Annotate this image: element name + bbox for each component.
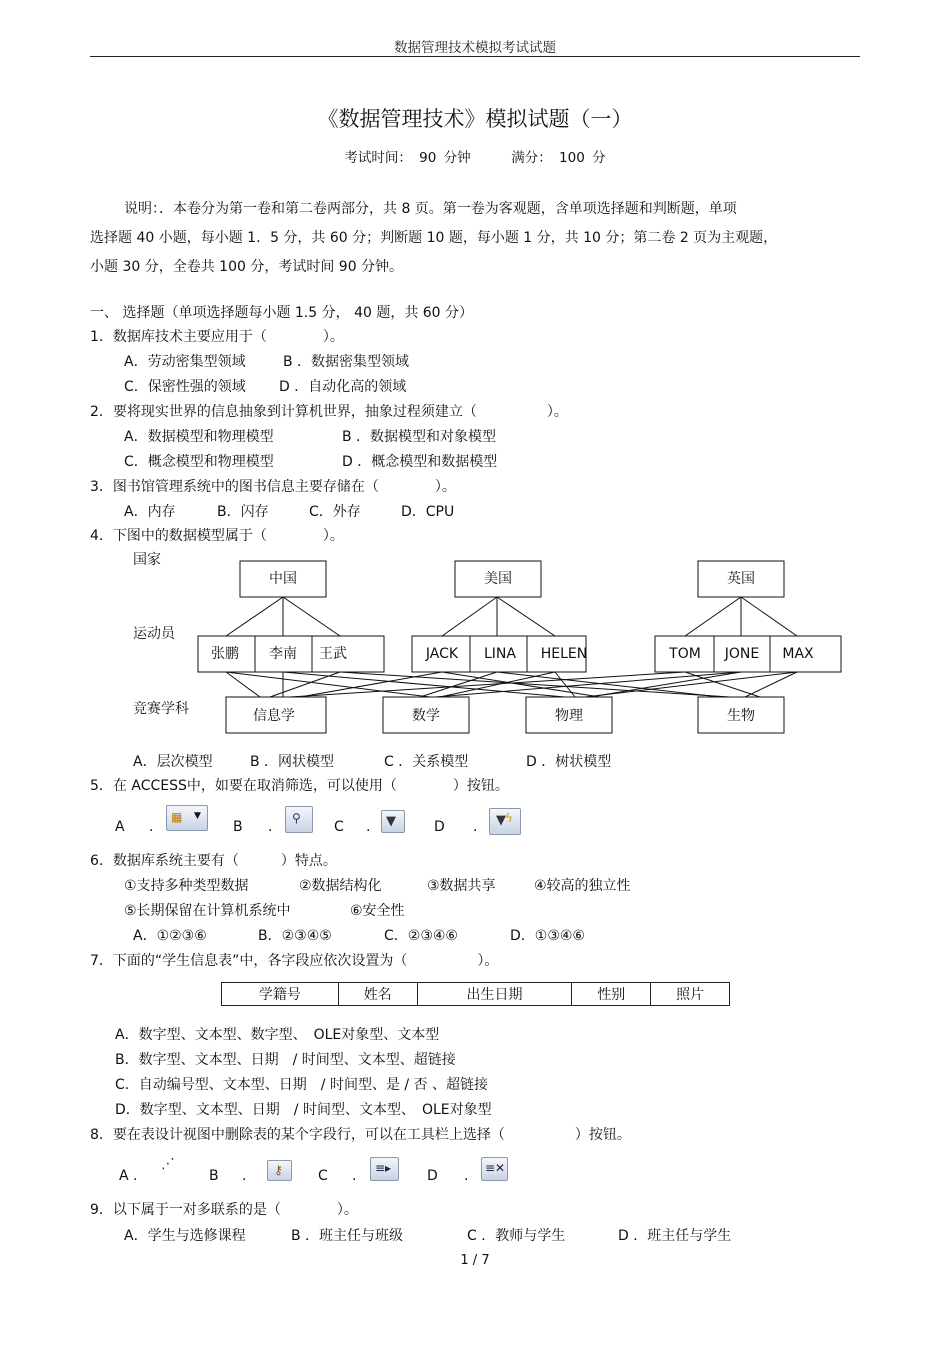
q7-option-b: B．数字型、文本型、日期 / 时间型、文本型、超链接: [115, 1052, 456, 1068]
q3-option-b: B．闪存: [217, 504, 269, 520]
find-icon: ⚲: [285, 806, 313, 833]
option-dot: .: [268, 819, 273, 835]
athlete-node: 李南: [269, 646, 297, 662]
country-node: 中国: [269, 571, 297, 587]
athlete-node: 王武: [319, 646, 347, 662]
question-4-stem: 4．下图中的数据模型属于（ ）。: [90, 528, 344, 544]
country-node: 英国: [727, 571, 755, 587]
q6-option-b: B．②③④⑤: [258, 928, 332, 944]
filter-icon: ▼: [381, 810, 405, 833]
score-value: 100 分: [559, 150, 606, 166]
q8-option-d: D: [427, 1168, 438, 1184]
q6-feature-5: ⑤长期保留在计算机系统中: [124, 903, 291, 919]
q1-option-d: D ．自动化高的领域: [279, 379, 407, 395]
page-number: 1 / 7: [460, 1253, 490, 1268]
subject-node: 信息学: [253, 708, 295, 724]
document-title: 《数据管理技术》模拟试题（一）: [317, 107, 633, 131]
q8-option-c: C: [318, 1168, 328, 1184]
q1-option-b: B ．数据密集型领域: [283, 354, 410, 370]
apply-filter-icon: ▼ ϟ: [489, 808, 521, 835]
q3-option-c: C．外存: [309, 504, 361, 520]
question-1-stem: 1．数据库技术主要应用于（ ）。: [90, 329, 344, 345]
subject-node: 生物: [727, 708, 755, 724]
build-icon: ⋰: [161, 1156, 175, 1172]
q7-option-c: C．自动编号型、文本型、日期 / 时间型、是 / 否 、超链接: [115, 1077, 489, 1093]
q1-option-a: A．劳动密集型领域: [124, 354, 246, 370]
q6-feature-3: ③数据共享: [427, 878, 496, 894]
option-dot: .: [473, 819, 478, 835]
athlete-node: TOM: [669, 646, 701, 662]
q9-option-c: C ．教师与学生: [467, 1228, 566, 1244]
field-header: 姓名: [338, 983, 417, 1006]
option-dot: .: [464, 1168, 469, 1184]
q6-feature-4: ④较高的独立性: [534, 878, 631, 894]
instructions-line-3: 小题 30 分，全卷共 100 分，考试时间 90 分钟。: [90, 259, 404, 275]
athlete-node: 张鹏: [211, 646, 239, 662]
student-info-table: [221, 982, 730, 1006]
q5-option-d: D: [434, 819, 445, 835]
running-header: 数据管理技术模拟考试试题: [394, 40, 556, 56]
option-dot: .: [242, 1168, 247, 1184]
q9-option-b: B ．班主任与班级: [291, 1228, 404, 1244]
athlete-node: HELEN: [540, 646, 588, 662]
q7-option-d: D．数字型、文本型、日期 / 时间型、文本型、 OLE对象型: [115, 1102, 492, 1118]
q4-option-b: B ．网状模型: [250, 754, 335, 770]
q6-feature-2: ②数据结构化: [299, 878, 382, 894]
q5-option-a: A: [115, 819, 125, 835]
q6-feature-1: ①支持多种类型数据: [124, 878, 249, 894]
exam-time-value: 90 分钟: [419, 150, 471, 166]
q2-option-b: B ．数据模型和对象模型: [342, 429, 497, 445]
q6-option-c: C．②③④⑥: [384, 928, 458, 944]
athlete-node: LINA: [484, 646, 516, 662]
athlete-node: MAX: [782, 646, 814, 662]
q6-feature-6: ⑥安全性: [350, 903, 405, 919]
q4-option-d: D ．树状模型: [526, 754, 612, 770]
country-node: 美国: [484, 571, 512, 587]
row-label-subject: 竞赛学科: [133, 701, 189, 717]
filter-by-selection-icon: ▦ ▼: [166, 805, 208, 831]
q2-option-c: C．概念模型和物理模型: [124, 454, 274, 470]
q6-option-a: A．①②③⑥: [133, 928, 207, 944]
insert-rows-icon: ≡▸: [370, 1157, 399, 1181]
question-2-stem: 2．要将现实世界的信息抽象到计算机世界，抽象过程须建立（ ）。: [90, 404, 568, 420]
q9-option-d: D ．班主任与学生: [618, 1228, 732, 1244]
q8-option-b: B: [209, 1168, 219, 1184]
section-heading: 一、 选择题（单项选择题每小题 1.5 分， 40 题，共 60 分）: [90, 305, 474, 321]
option-dot: .: [352, 1168, 357, 1184]
q2-option-d: D ．概念模型和数据模型: [342, 454, 498, 470]
subject-node: 数学: [412, 708, 440, 724]
question-8-stem: 8．要在表设计视图中删除表的某个字段行，可以在工具栏上选择（ ）按钮。: [90, 1127, 631, 1143]
question-9-stem: 9．以下属于一对多联系的是（ ）。: [90, 1202, 358, 1218]
delete-rows-icon: ≡✕: [481, 1157, 508, 1181]
row-label-country: 国家: [133, 552, 161, 568]
q4-option-c: C ．关系模型: [384, 754, 469, 770]
question-7-stem: 7．下面的“学生信息表”中，各字段应依次设置为（ ）。: [90, 953, 499, 969]
q3-option-d: D．CPU: [401, 504, 455, 520]
athlete-node: JACK: [425, 646, 459, 662]
athlete-node: JONE: [724, 646, 760, 662]
q3-option-a: A．内存: [124, 504, 176, 520]
question-3-stem: 3．图书馆管理系统中的图书信息主要存储在（ ）。: [90, 479, 456, 495]
option-dot: .: [366, 819, 371, 835]
row-label-athlete: 运动员: [133, 626, 175, 642]
exam-time-label: 考试时间：: [344, 150, 412, 166]
field-header: 学籍号: [222, 983, 339, 1006]
q7-option-a: A．数字型、文本型、数字型、 OLE对象型、文本型: [115, 1027, 440, 1043]
option-dot: .: [149, 819, 154, 835]
q6-option-d: D．①③④⑥: [510, 928, 585, 944]
q2-option-a: A．数据模型和物理模型: [124, 429, 274, 445]
q9-option-a: A．学生与选修课程: [124, 1228, 246, 1244]
subject-node: 物理: [555, 708, 583, 724]
q5-option-b: B: [233, 819, 243, 835]
question-6-stem: 6．数据库系统主要有（ ）特点。: [90, 853, 337, 869]
q1-option-c: C．保密性强的领域: [124, 379, 246, 395]
instructions-line-2: 选择题 40 小题，每小题 1．5 分，共 60 分；判断题 10 题，每小题 1 分，共 10 分；第二卷 2 页为主观题，: [90, 230, 778, 246]
score-label: 满分：: [511, 150, 552, 166]
field-header: 出生日期: [417, 983, 572, 1006]
q8-option-a: A: [119, 1168, 129, 1184]
q5-option-c: C: [334, 819, 344, 835]
field-header: 性别: [572, 983, 651, 1006]
primary-key-icon: ⚷: [267, 1160, 292, 1181]
option-dot: .: [133, 1168, 138, 1184]
field-header: 照片: [651, 983, 730, 1006]
q4-option-a: A．层次模型: [133, 754, 213, 770]
question-5-stem: 5．在 ACCESS中，如要在取消筛选，可以使用（ ）按钮。: [90, 778, 509, 794]
instructions-line-1: 说明：．本卷分为第一卷和第二卷两部分，共 8 页。第一卷为客观题，含单项选择题和判断题，单项: [124, 201, 737, 217]
table-row: [222, 983, 730, 1006]
